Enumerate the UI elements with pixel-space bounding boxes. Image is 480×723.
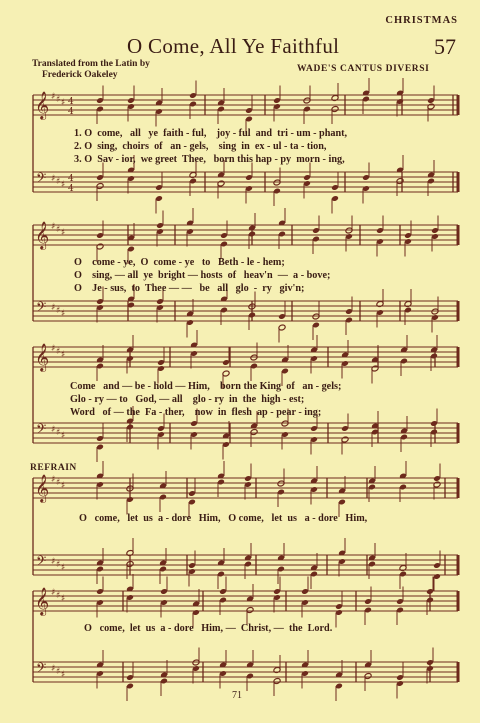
refrain-label: REFRAIN: [30, 463, 77, 473]
svg-text:♯: ♯: [61, 180, 66, 190]
lyrics-system-1-verse-3: 3. O Sav - ior, we greet Thee, born this hap - py morn - ing,: [74, 154, 345, 165]
translator-line-2: Frederick Oakeley: [42, 70, 118, 80]
svg-text:♯: ♯: [56, 177, 61, 187]
svg-text:♯: ♯: [56, 306, 61, 316]
svg-text:♯: ♯: [51, 588, 56, 598]
svg-text:♯: ♯: [51, 344, 56, 354]
svg-text:𝄞: 𝄞: [35, 343, 50, 371]
svg-text:𝄞: 𝄞: [35, 221, 50, 249]
svg-text:♯: ♯: [56, 428, 61, 438]
svg-text:♯: ♯: [61, 228, 66, 238]
svg-text:♯: ♯: [61, 98, 66, 108]
hymn-title: O Come, All Ye Faithful: [127, 34, 340, 58]
hymn-number: 57: [434, 34, 456, 59]
svg-text:♯: ♯: [61, 481, 66, 491]
svg-text:𝄞: 𝄞: [35, 91, 50, 119]
svg-text:♯: ♯: [56, 347, 61, 357]
svg-text:♯: ♯: [56, 225, 61, 235]
svg-text:4: 4: [68, 174, 74, 184]
lyrics-system-1-verse-2: 2. O sing, choirs of an - gels, sing in ex - ul - ta - tion,: [74, 141, 327, 152]
svg-text:♯: ♯: [56, 591, 61, 601]
svg-text:4: 4: [68, 184, 74, 194]
svg-text:♯: ♯: [51, 557, 56, 567]
svg-text:♯: ♯: [51, 174, 56, 184]
svg-text:𝄞: 𝄞: [35, 587, 50, 615]
svg-text:♯: ♯: [51, 475, 56, 485]
lyrics-system-2-verse-2: O sing, — all ye bright — hosts of heav'n — a - bove;: [74, 270, 331, 281]
svg-text:♯: ♯: [51, 664, 56, 674]
svg-text:4: 4: [68, 107, 74, 117]
lyrics-system-2-verse-3: O Je - sus, to Thee — — be all glo - ry giv'n;: [74, 283, 305, 294]
lyrics-system-1-verse-1: 1. O come, all ye faith - ful, joy - ful and tri - um - phant,: [74, 128, 348, 139]
svg-text:♯: ♯: [61, 431, 66, 441]
svg-text:𝄞: 𝄞: [35, 474, 50, 502]
lyrics-system-4: O come, let us a - dore Him, O come, let us a - dore Him,: [79, 513, 368, 524]
svg-text:♯: ♯: [51, 92, 56, 102]
lyrics-system-2-verse-1: O come - ye, O come - ye to Beth - le - hem;: [74, 257, 285, 268]
svg-text:♯: ♯: [61, 309, 66, 319]
tune-source: WADE'S CANTUS DIVERSI: [297, 64, 430, 74]
svg-text:♯: ♯: [51, 303, 56, 313]
svg-text:𝄢: 𝄢: [36, 553, 47, 572]
svg-text:♯: ♯: [56, 95, 61, 105]
lyrics-system-3-verse-2: Glo - ry — to God, — all glo - ry in the high - est;: [70, 394, 305, 405]
lyrics-system-3-verse-1: Come and — be - hold — Him, born the King of an - gels;: [70, 381, 342, 392]
svg-text:𝄢: 𝄢: [36, 421, 47, 440]
svg-text:♯: ♯: [56, 478, 61, 488]
lyrics-system-5: O come, let us a - dore Him, — Christ, — the Lord.: [84, 623, 333, 634]
svg-text:♯: ♯: [51, 425, 56, 435]
svg-text:𝄢: 𝄢: [36, 170, 47, 189]
translator-line-1: Translated from the Latin by: [32, 59, 150, 69]
svg-text:♯: ♯: [61, 563, 66, 573]
svg-text:♯: ♯: [61, 350, 66, 360]
svg-text:♯: ♯: [56, 560, 61, 570]
svg-text:4: 4: [68, 97, 74, 107]
svg-text:♯: ♯: [51, 222, 56, 232]
svg-text:♯: ♯: [61, 594, 66, 604]
svg-text:𝄢: 𝄢: [36, 660, 47, 679]
lyrics-system-3-verse-3: Word of — the Fa - ther, now in flesh ap - pear - ing;: [70, 407, 322, 418]
svg-text:𝄢: 𝄢: [36, 299, 47, 318]
page-number: 71: [232, 690, 242, 701]
section-heading: CHRISTMAS: [385, 15, 458, 26]
svg-text:♯: ♯: [61, 670, 66, 680]
svg-text:♯: ♯: [56, 667, 61, 677]
